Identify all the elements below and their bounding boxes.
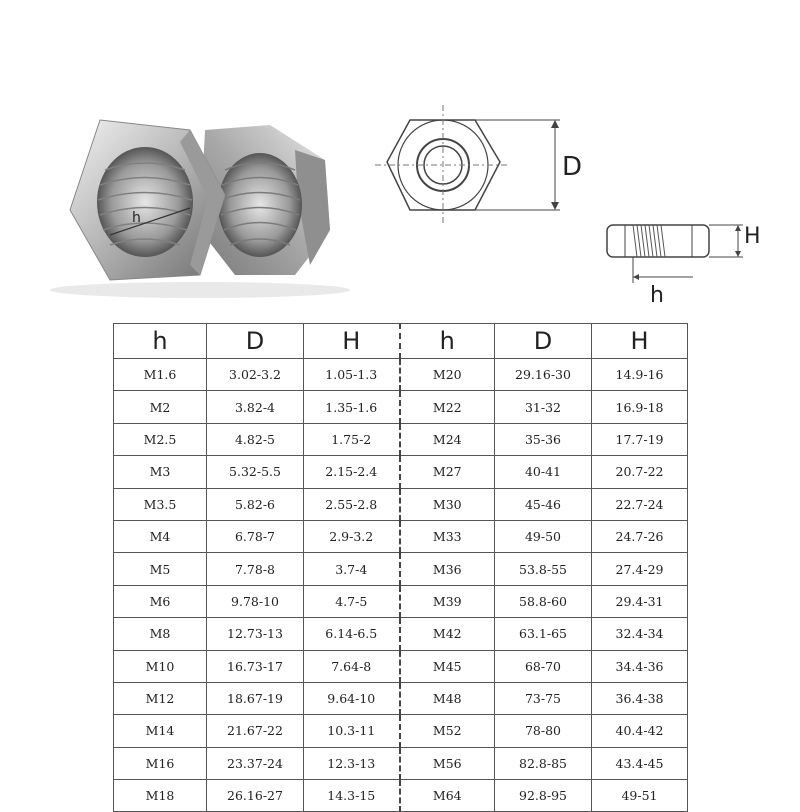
table-row	[114, 715, 688, 747]
diameter-cell: 5.32-5.5	[207, 456, 304, 488]
table-row	[114, 585, 688, 617]
height-cell: 36.4-38	[592, 682, 688, 714]
size-cell: M48	[400, 682, 495, 714]
hex-nut-photo	[40, 90, 360, 300]
size-cell: M2.5	[114, 423, 207, 455]
height-cell: 2.15-2.4	[304, 456, 400, 488]
height-cell: 12.3-13	[304, 747, 400, 779]
diameter-cell: 21.67-22	[207, 715, 304, 747]
height-cell: 6.14-6.5	[304, 618, 400, 650]
photo-h-label: h	[132, 210, 141, 226]
dimension-h-lower-label: h	[650, 283, 664, 308]
table-row	[114, 650, 688, 682]
height-cell: 20.7-22	[592, 456, 688, 488]
height-cell: 4.7-5	[304, 585, 400, 617]
size-cell: M27	[400, 456, 495, 488]
size-cell: M1.6	[114, 359, 207, 391]
height-cell: 2.9-3.2	[304, 520, 400, 552]
height-cell: 1.05-1.3	[304, 359, 400, 391]
size-cell: M18	[114, 780, 207, 812]
size-cell: M24	[400, 423, 495, 455]
size-cell: M2	[114, 391, 207, 423]
table-row	[114, 423, 688, 455]
dimension-h-upper-label: H	[744, 224, 761, 249]
height-cell: 9.64-10	[304, 682, 400, 714]
diameter-cell: 45-46	[495, 488, 592, 520]
height-cell: 43.4-45	[592, 747, 688, 779]
table-row	[114, 359, 688, 391]
size-cell: M10	[114, 650, 207, 682]
size-cell: M6	[114, 585, 207, 617]
height-cell: 7.64-8	[304, 650, 400, 682]
height-cell: 1.75-2	[304, 423, 400, 455]
col-header-h-height: H	[304, 324, 400, 359]
size-cell: M22	[400, 391, 495, 423]
col-header-d: D	[207, 324, 304, 359]
height-cell: 24.7-26	[592, 520, 688, 552]
size-cell: M8	[114, 618, 207, 650]
height-cell: 1.35-1.6	[304, 391, 400, 423]
col-header-h-height: H	[592, 324, 688, 359]
height-cell: 17.7-19	[592, 423, 688, 455]
size-cell: M52	[400, 715, 495, 747]
col-header-d: D	[495, 324, 592, 359]
table-row	[114, 391, 688, 423]
col-header-h: h	[114, 324, 207, 359]
height-cell: 27.4-29	[592, 553, 688, 585]
diameter-cell: 78-80	[495, 715, 592, 747]
size-cell: M36	[400, 553, 495, 585]
size-cell: M12	[114, 682, 207, 714]
height-cell: 32.4-34	[592, 618, 688, 650]
table-row	[114, 682, 688, 714]
height-cell: 49-51	[592, 780, 688, 812]
diameter-cell: 73-75	[495, 682, 592, 714]
diameter-cell: 82.8-85	[495, 747, 592, 779]
size-cell: M33	[400, 520, 495, 552]
table-row	[114, 780, 688, 812]
col-header-h: h	[400, 324, 495, 359]
diameter-cell: 18.67-19	[207, 682, 304, 714]
height-cell: 29.4-31	[592, 585, 688, 617]
diameter-cell: 35-36	[495, 423, 592, 455]
diameter-cell: 53.8-55	[495, 553, 592, 585]
diameter-cell: 92.8-95	[495, 780, 592, 812]
diameter-cell: 6.78-7	[207, 520, 304, 552]
side-view-diagram	[595, 205, 785, 315]
height-cell: 40.4-42	[592, 715, 688, 747]
diameter-cell: 49-50	[495, 520, 592, 552]
size-cell: M16	[114, 747, 207, 779]
height-cell: 2.55-2.8	[304, 488, 400, 520]
table-header-row	[114, 324, 688, 359]
diameter-cell: 40-41	[495, 456, 592, 488]
size-cell: M56	[400, 747, 495, 779]
table-row	[114, 520, 688, 552]
diameter-cell: 31-32	[495, 391, 592, 423]
nut-size-table	[113, 323, 688, 812]
table-row	[114, 488, 688, 520]
size-cell: M3	[114, 456, 207, 488]
diameter-cell: 3.02-3.2	[207, 359, 304, 391]
height-cell: 16.9-18	[592, 391, 688, 423]
size-cell: M3.5	[114, 488, 207, 520]
size-cell: M64	[400, 780, 495, 812]
table-row	[114, 747, 688, 779]
table-row	[114, 618, 688, 650]
diameter-cell: 16.73-17	[207, 650, 304, 682]
height-cell: 14.3-15	[304, 780, 400, 812]
table-row	[114, 456, 688, 488]
diameter-cell: 9.78-10	[207, 585, 304, 617]
dimension-d-label: D	[562, 152, 583, 182]
size-cell: M39	[400, 585, 495, 617]
diameter-cell: 4.82-5	[207, 423, 304, 455]
size-cell: M5	[114, 553, 207, 585]
size-cell: M30	[400, 488, 495, 520]
height-cell: 22.7-24	[592, 488, 688, 520]
size-cell: M4	[114, 520, 207, 552]
diameter-cell: 3.82-4	[207, 391, 304, 423]
height-cell: 10.3-11	[304, 715, 400, 747]
height-cell: 34.4-36	[592, 650, 688, 682]
height-cell: 14.9-16	[592, 359, 688, 391]
diameter-cell: 26.16-27	[207, 780, 304, 812]
diameter-cell: 68-70	[495, 650, 592, 682]
diameter-cell: 29.16-30	[495, 359, 592, 391]
size-cell: M42	[400, 618, 495, 650]
diameter-cell: 58.8-60	[495, 585, 592, 617]
diameter-cell: 7.78-8	[207, 553, 304, 585]
diameter-cell: 63.1-65	[495, 618, 592, 650]
diameter-cell: 5.82-6	[207, 488, 304, 520]
diameter-cell: 12.73-13	[207, 618, 304, 650]
height-cell: 3.7-4	[304, 553, 400, 585]
table-row	[114, 553, 688, 585]
diameter-cell: 23.37-24	[207, 747, 304, 779]
size-cell: M14	[114, 715, 207, 747]
size-cell: M45	[400, 650, 495, 682]
size-cell: M20	[400, 359, 495, 391]
